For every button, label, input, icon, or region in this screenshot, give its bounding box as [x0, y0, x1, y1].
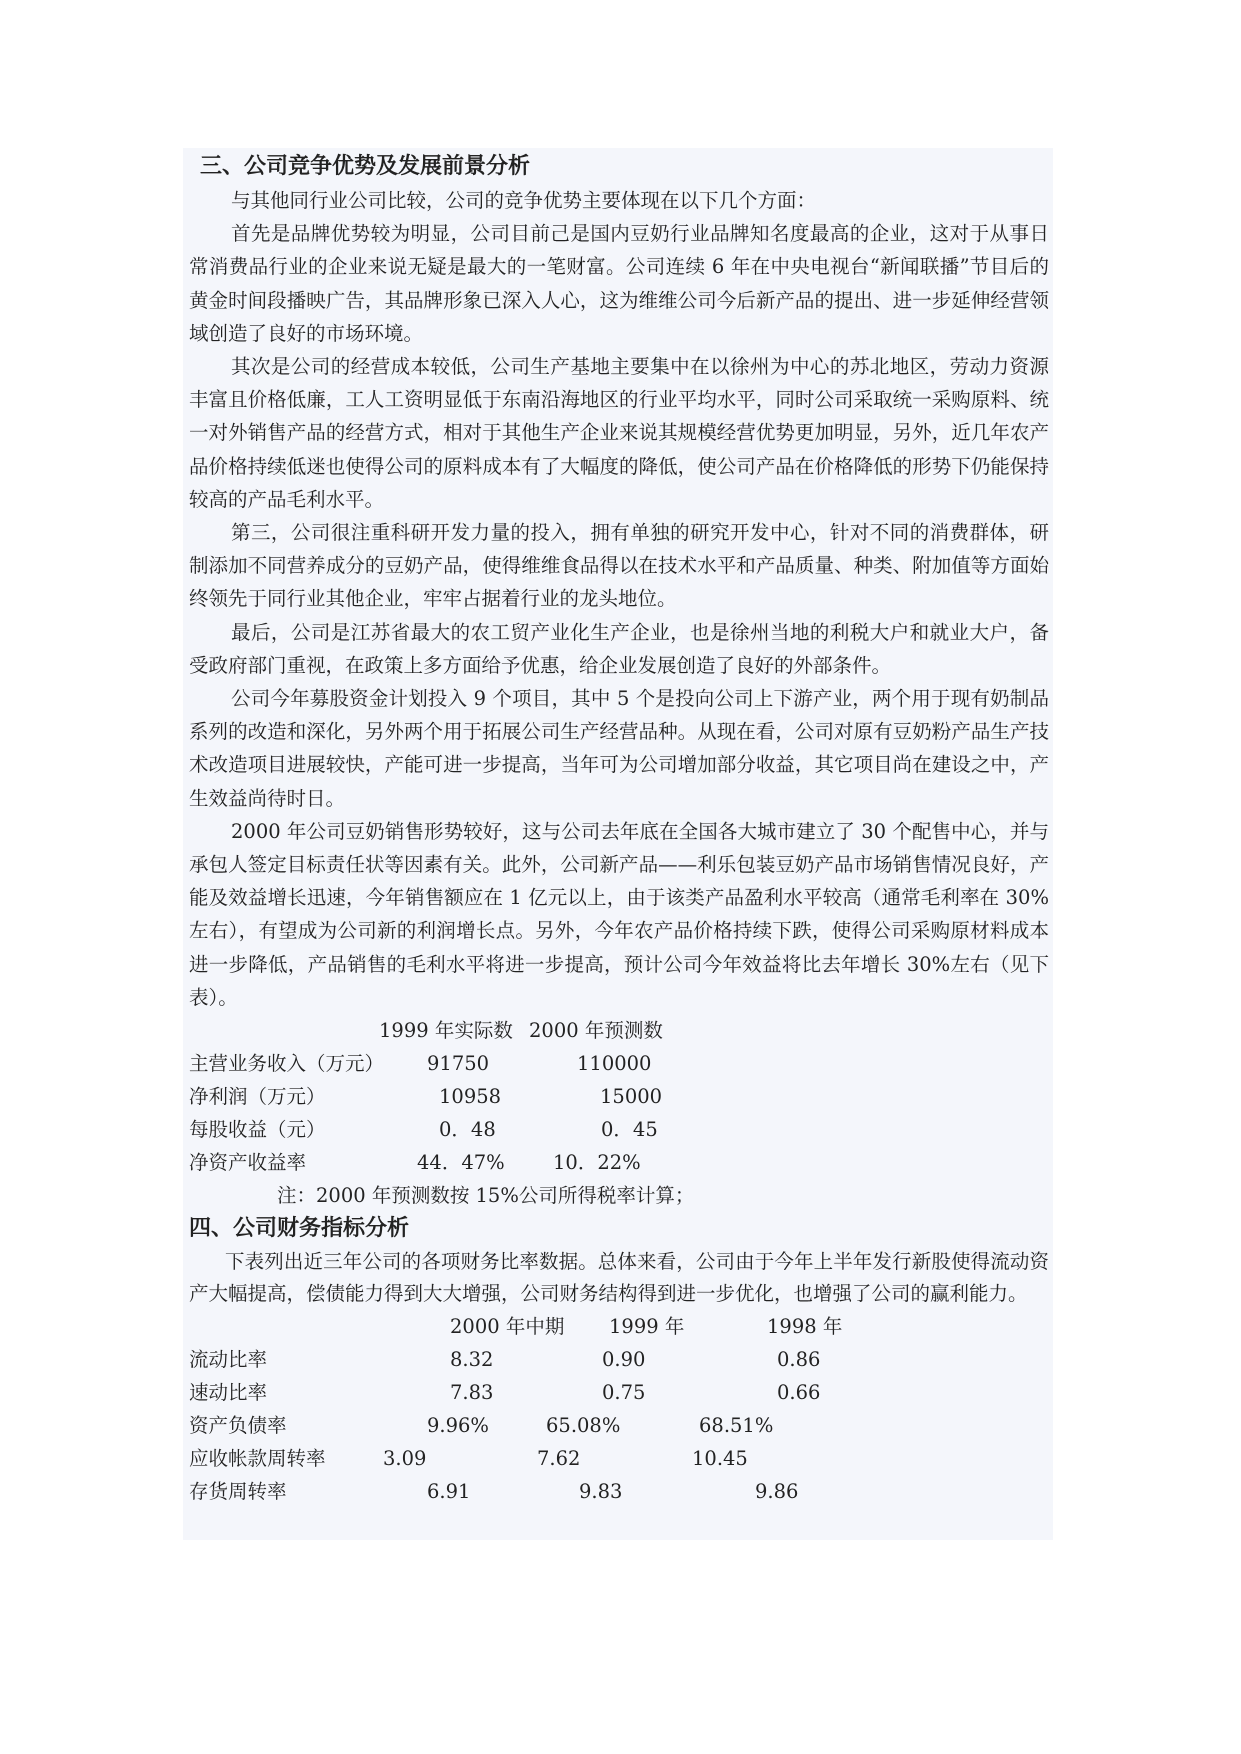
paragraph-rd-advantage: 第三，公司很注重科研开发力量的投入，拥有单独的研究开发中心，针对不同的消费群体，研制添加不同营养成分的豆奶产品，使得维维食品得以在技术水平和产品质量、种类、附加值等方面始终领先于同行业其他企业，牢牢占据着行业的龙头地位。 — [189, 521, 1049, 611]
table-cell: 9.86 — [755, 1480, 799, 1504]
table-cell: 9.83 — [579, 1480, 623, 1504]
paragraph-policy-advantage: 最后，公司是江苏省最大的农工贸产业化生产企业，也是徐州当地的利税大户和就业大户，备受政府部门重视，在政策上多方面给予优惠，给企业发展创造了良好的外部条件。 — [189, 620, 1049, 677]
column-header: 1999 年实际数 — [379, 1019, 513, 1043]
table-cell: 15000 — [600, 1085, 663, 1109]
table-cell: 91750 — [427, 1052, 490, 1076]
table-cell: 68.51% — [699, 1414, 774, 1438]
table-cell: 7.83 — [450, 1381, 494, 1405]
table-cell: 10．22% — [553, 1151, 641, 1175]
financial-table-header — [189, 1310, 1049, 1343]
column-header: 2000 年预测数 — [529, 1019, 663, 1043]
paragraph-cost-advantage: 其次是公司的经营成本较低，公司生产基地主要集中在以徐州为中心的苏北地区，劳动力资源丰富且价格低廉，工人工资明显低于东南沿海地区的行业平均水平，同时公司采取统一采购原料、统一对外销售产品的经营方式，相对于其他生产企业来说其规模经营优势更加明显，另外，近几年农产品价格持续低迷也使得公司的原料成本有了大幅度的降低，使公司产品在价格降低的形势下仍能保持较高的产品毛利水平。 — [189, 355, 1049, 511]
table-note — [189, 1179, 1049, 1212]
table-row — [189, 1047, 1049, 1080]
table-note-text: 注：2000 年预测数按 15%公司所得税率计算； — [277, 1184, 695, 1208]
table-row — [189, 1113, 1049, 1146]
table-cell: 0．48 — [439, 1118, 496, 1142]
row-label: 资产负债率 — [189, 1414, 287, 1438]
document-body — [189, 150, 1049, 1508]
forecast-table-header — [189, 1014, 1049, 1047]
column-header: 1998 年 — [767, 1315, 843, 1339]
table-row — [189, 1343, 1049, 1376]
row-label: 应收帐款周转率 — [189, 1447, 326, 1471]
financial-ratios-table — [189, 1310, 1049, 1508]
table-cell: 0.90 — [602, 1348, 646, 1372]
table-cell: 110000 — [577, 1052, 652, 1076]
table-cell: 0.86 — [777, 1348, 821, 1372]
table-cell: 8.32 — [450, 1348, 494, 1372]
paragraph-intro: 与其他同行业公司比较，公司的竞争优势主要体现在以下几个方面： — [231, 189, 817, 212]
table-cell: 3.09 — [383, 1447, 427, 1471]
paragraph-brand-advantage: 首先是品牌优势较为明显，公司目前己是国内豆奶行业品牌知名度最高的企业，这对于从事日常消费品行业的企业来说无疑是最大的一笔财富。公司连续 6 年在中央电视台“新闻联播”节目后的黄金时间段播映广告，其品牌形象已深入人心，这为维维公司今后新产品的提出、进一步延伸经营领域创造了良好的市场环境。 — [189, 222, 1049, 345]
column-header: 2000 年中期 — [450, 1315, 565, 1339]
table-cell: 65.08% — [546, 1414, 621, 1438]
table-cell: 7.62 — [537, 1447, 581, 1471]
row-label: 速动比率 — [189, 1381, 268, 1405]
paragraph-fundraising-projects: 公司今年募股资金计划投入 9 个项目，其中 5 个是投向公司上下游产业，两个用于现有奶制品系列的改造和深化，另外两个用于拓展公司生产经营品种。从现在看，公司对原有豆奶粉产品生产技术改造项目进展较快，产能可进一步提高，当年可为公司增加部分收益，其它项目尚在建设之中，产生效益尚待时日。 — [189, 687, 1049, 810]
paragraph-financial-summary: 下表列出近三年公司的各项财务比率数据。总体来看，公司由于今年上半年发行新股使得流动资产大幅提高，偿债能力得到大大增强，公司财务结构得到进一步优化，也增强了公司的赢利能力。 — [189, 1250, 1049, 1306]
table-row — [189, 1080, 1049, 1113]
row-label: 流动比率 — [189, 1348, 268, 1372]
table-cell: 0.75 — [602, 1381, 646, 1405]
forecast-table — [189, 1014, 1049, 1212]
section-3-heading: 三、公司竞争优势及发展前景分析 — [200, 154, 531, 179]
section-4-heading: 四、公司财务指标分析 — [189, 1216, 410, 1242]
table-cell: 0.66 — [777, 1381, 821, 1405]
row-label: 存货周转率 — [189, 1480, 287, 1504]
row-label: 净利润（万元） — [189, 1085, 326, 1109]
table-cell: 44．47% — [417, 1151, 505, 1175]
table-cell: 6.91 — [427, 1480, 471, 1504]
table-cell: 10.45 — [692, 1447, 748, 1471]
table-row — [189, 1409, 1049, 1442]
row-label: 主营业务收入（万元） — [189, 1052, 385, 1076]
table-row — [189, 1442, 1049, 1475]
table-row — [189, 1475, 1049, 1508]
table-row — [189, 1376, 1049, 1409]
table-row — [189, 1146, 1049, 1179]
table-cell: 9.96% — [427, 1414, 489, 1438]
row-label: 净资产收益率 — [189, 1151, 307, 1175]
paragraph-sales-outlook: 2000 年公司豆奶销售形势较好，这与公司去年底在全国各大城市建立了 30 个配售中心，并与承包人签定目标责任状等因素有关。此外，公司新产品——利乐包装豆奶产品市场销售情况良好，产能及效益增长迅速，今年销售额应在 1 亿元以上，由于该类产品盈利水平较高（通常毛利率在 30%左右），有望成为公司新的利润增长点。另外，今年农产品价格持续下跌，使得公司采购原材料成本进一步降低，产品销售的毛利水平将进一步提高，预计公司今年效益将比去年增长 30%左右（见下表）。 — [189, 819, 1049, 1009]
row-label: 每股收益（元） — [189, 1118, 326, 1142]
table-cell: 10958 — [439, 1085, 502, 1109]
column-header: 1999 年 — [609, 1315, 685, 1339]
table-cell: 0．45 — [601, 1118, 658, 1142]
